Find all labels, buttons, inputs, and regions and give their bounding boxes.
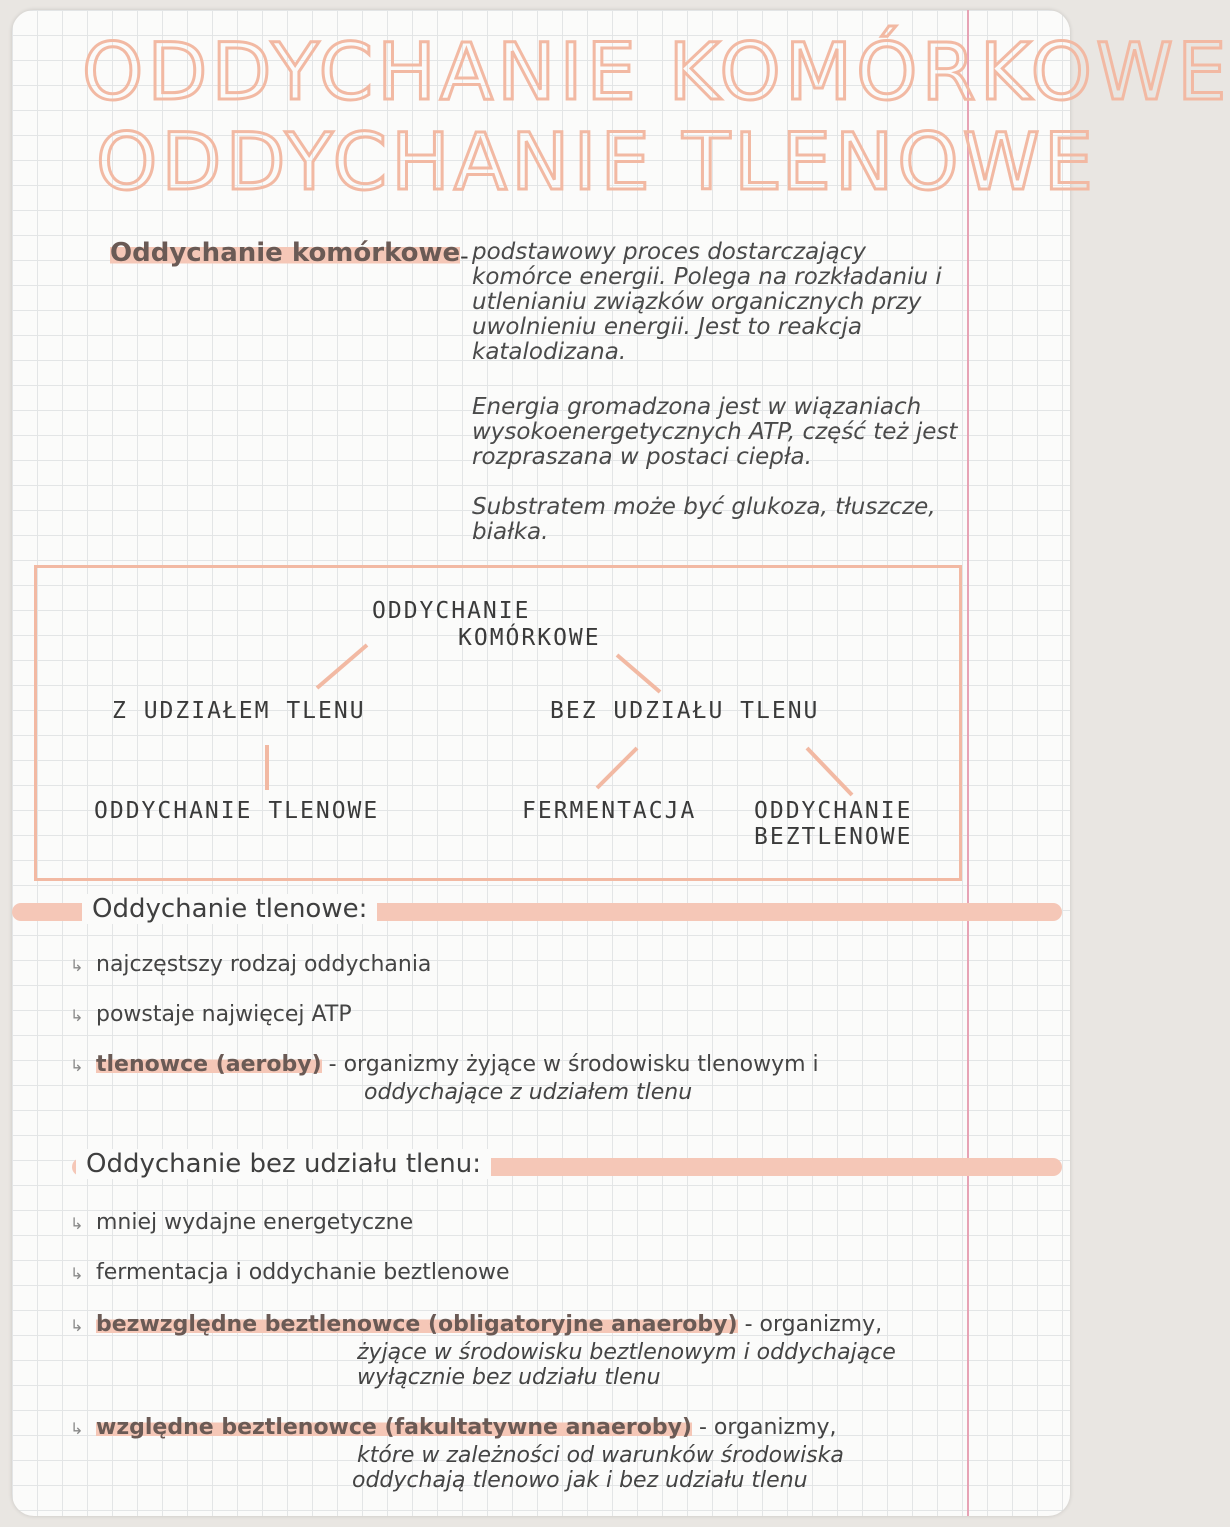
- diagram-root-line-2: KOMÓRKOWE: [458, 625, 601, 651]
- anaerobic-bullet-4-continuation-2: oddychają tlenowo jak i bez udziału tlenu: [352, 1468, 808, 1493]
- arrow-icon: ↳: [70, 1214, 84, 1233]
- diagram-without-oxygen: BEZ UDZIAŁU TLENU: [550, 698, 820, 724]
- diagram-with-oxygen: Z UDZIAŁEM TLENU: [112, 698, 366, 724]
- title-line-2: ODDYCHANIE TLENOWE: [96, 118, 1098, 208]
- anaerobic-bullet-3-text: - organizmy,: [744, 1312, 883, 1337]
- diagram-root: [372, 598, 601, 652]
- diagram-anaerobic-line-1: ODDYCHANIE: [754, 798, 913, 824]
- definition-paragraph-3: Substratem może być glukoza, tłuszcze, białka.: [472, 494, 936, 545]
- aerobic-bullet-2-text: powstaje najwięcej ATP: [96, 1002, 352, 1027]
- aerobic-bullet-3-term: tlenowce (aeroby): [96, 1052, 322, 1077]
- section-aerobic-title: Oddychanie tlenowe:: [82, 894, 377, 924]
- aerobic-bullet-2: [70, 1002, 352, 1027]
- aerobic-bullet-3-text: - organizmy żyjące w środowisku tlenowym i: [328, 1052, 819, 1077]
- definition-dash: -: [460, 242, 469, 270]
- diagram-fermentation: FERMENTACJA: [522, 798, 697, 824]
- diagram-aerobic: ODDYCHANIE TLENOWE: [94, 798, 380, 824]
- arrow-icon: ↳: [70, 1006, 84, 1025]
- connector-right-fermentation: [597, 748, 637, 788]
- anaerobic-bullet-2-text: fermentacja i oddychanie beztlenowe: [96, 1260, 510, 1285]
- arrow-icon: ↳: [70, 956, 84, 975]
- definition-paragraph-1: podstawowy proces dostarczający komórce energii. Polega na rozkładaniu i utlenianiu związków organicznych przy uwolnieniu energii. Jest to reakcja katalodizana.: [472, 239, 942, 365]
- anaerobic-bullet-1-text: mniej wydajne energetyczne: [96, 1210, 414, 1235]
- connector-right-anaerobic: [807, 748, 852, 795]
- diagram-anaerobic-line-2: BEZTLENOWE: [754, 824, 913, 850]
- arrow-icon: ↳: [70, 1419, 84, 1438]
- definition-term: Oddychanie komórkowe: [110, 238, 461, 268]
- anaerobic-bullet-2: [70, 1260, 510, 1285]
- arrow-icon: ↳: [70, 1264, 84, 1283]
- notebook-page: [12, 10, 1230, 1516]
- title-line-1: ODDYCHANIE KOMÓRKOWE: [82, 28, 1230, 118]
- anaerobic-bullet-4: [70, 1415, 837, 1440]
- definition-paragraph-2: Energia gromadzona jest w wiązaniach wysokoenergetycznych ATP, część też jest rozpraszana w postaci ciepła.: [472, 394, 958, 470]
- anaerobic-bullet-4-text: - organizmy,: [698, 1415, 837, 1440]
- connector-root-right: [617, 655, 660, 692]
- anaerobic-bullet-4-continuation-1: które w zależności od warunków środowiska: [357, 1443, 844, 1468]
- connector-root-left: [317, 645, 367, 688]
- anaerobic-bullet-3-continuation-1: żyjące w środowisku beztlenowym i oddychające: [357, 1340, 896, 1365]
- anaerobic-bullet-3: [70, 1312, 882, 1337]
- aerobic-bullet-3: [70, 1052, 819, 1077]
- anaerobic-bullet-3-continuation-2: wyłącznie bez udziału tlenu: [357, 1365, 661, 1390]
- diagram-root-line-1: ODDYCHANIE: [372, 598, 531, 624]
- anaerobic-bullet-3-term: bezwzględne beztlenowce (obligatoryjne anaeroby): [96, 1312, 738, 1337]
- aerobic-bullet-3-continuation: oddychające z udziałem tlenu: [364, 1080, 693, 1105]
- section-anaerobic-title: Oddychanie bez udziału tlenu:: [76, 1149, 491, 1179]
- arrow-icon: ↳: [70, 1056, 84, 1075]
- arrow-icon: ↳: [70, 1316, 84, 1335]
- aerobic-bullet-1-text: najczęstszy rodzaj oddychania: [96, 952, 432, 977]
- anaerobic-bullet-1: [70, 1210, 413, 1235]
- diagram-connectors: [12, 10, 1070, 1516]
- aerobic-bullet-1: [70, 952, 431, 977]
- diagram-anaerobic: [754, 798, 912, 850]
- anaerobic-bullet-4-term: względne beztlenowce (fakultatywne anaeroby): [96, 1415, 692, 1440]
